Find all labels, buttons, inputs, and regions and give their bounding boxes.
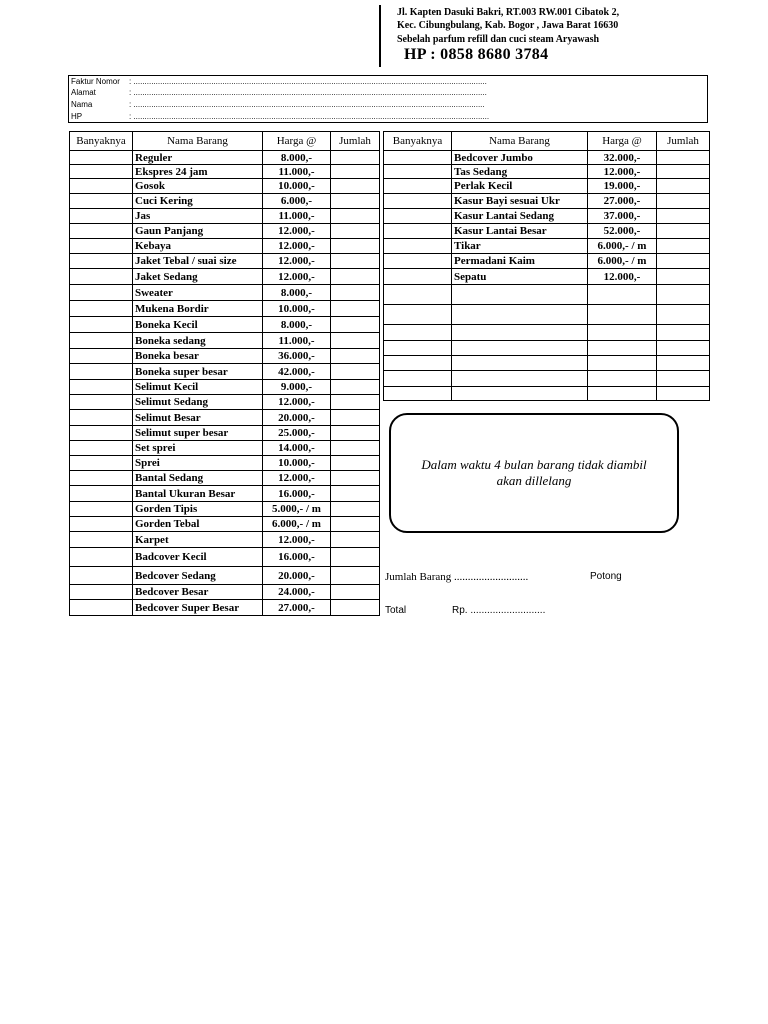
- price-table-right: [383, 131, 710, 401]
- info-row-hp: [71, 111, 489, 123]
- table-row: [384, 165, 710, 179]
- total-cell[interactable]: [331, 317, 380, 333]
- address-line-3: Sebelah parfum refill dan cuci steam Aryawash: [397, 33, 600, 45]
- quantity-cell[interactable]: [384, 165, 452, 179]
- quantity-cell[interactable]: [70, 441, 133, 456]
- total-cell[interactable]: [657, 371, 710, 387]
- item-name-cell: Kasur Bayi sesuai Ukr: [452, 194, 588, 209]
- table-row: [70, 548, 380, 567]
- item-name-cell: Bedcover Super Besar: [133, 600, 263, 616]
- quantity-cell[interactable]: [70, 502, 133, 517]
- quantity-cell[interactable]: [70, 517, 133, 532]
- total-cell[interactable]: [331, 585, 380, 600]
- item-name-cell: Perlak Kecil: [452, 179, 588, 194]
- item-name-cell: Bedcover Jumbo: [452, 151, 588, 165]
- table-row: [384, 209, 710, 224]
- table-row: [384, 341, 710, 356]
- total-cell[interactable]: [657, 224, 710, 239]
- info-field-hp[interactable]: : ................................................................................................................................................................: [129, 112, 490, 121]
- table-row: [70, 239, 380, 254]
- item-name-cell: Karpet: [133, 532, 263, 548]
- table-row: [384, 151, 710, 165]
- total-cell[interactable]: [657, 269, 710, 285]
- table-row: [70, 532, 380, 548]
- item-price-cell: 12.000,-: [263, 471, 331, 486]
- item-price-cell: 24.000,-: [263, 585, 331, 600]
- item-name-cell: [452, 371, 588, 387]
- item-name-cell: Sprei: [133, 456, 263, 471]
- item-price-cell: [588, 356, 657, 371]
- shop-address: [397, 6, 619, 46]
- item-price-cell: [588, 305, 657, 325]
- item-name-cell: Permadani Kaim: [452, 254, 588, 269]
- item-price-cell: 12.000,-: [263, 269, 331, 285]
- item-price-cell: 20.000,-: [263, 567, 331, 585]
- quantity-cell[interactable]: [70, 285, 133, 301]
- total-cell[interactable]: [331, 269, 380, 285]
- table-header-row: [384, 132, 710, 151]
- item-price-cell: 5.000,- / m: [263, 502, 331, 517]
- item-name-cell: Kasur Lantai Sedang: [452, 209, 588, 224]
- item-name-cell: Bantal Sedang: [133, 471, 263, 486]
- item-price-cell: 11.000,-: [263, 165, 331, 179]
- total-cell[interactable]: [657, 179, 710, 194]
- table-row: [384, 285, 710, 305]
- total-cell[interactable]: [331, 151, 380, 165]
- total-cell[interactable]: [657, 239, 710, 254]
- item-price-cell: 16.000,-: [263, 548, 331, 567]
- total-cell[interactable]: [657, 254, 710, 269]
- item-name-cell: Tas Sedang: [452, 165, 588, 179]
- item-price-cell: 12.000,-: [263, 395, 331, 410]
- info-field-address[interactable]: : ...............................................................................................................................................................: [129, 88, 487, 97]
- item-name-cell: Jas: [133, 209, 263, 224]
- item-price-cell: 11.000,-: [263, 209, 331, 224]
- quantity-cell[interactable]: [384, 269, 452, 285]
- quantity-cell[interactable]: [70, 426, 133, 441]
- item-price-cell: 10.000,-: [263, 456, 331, 471]
- quantity-cell[interactable]: [384, 194, 452, 209]
- item-name-cell: Gorden Tebal: [133, 517, 263, 532]
- item-price-cell: 27.000,-: [588, 194, 657, 209]
- item-price-cell: [588, 341, 657, 356]
- table-row: [384, 194, 710, 209]
- total-cell[interactable]: [331, 224, 380, 239]
- total-cell[interactable]: [331, 600, 380, 616]
- item-price-cell: 36.000,-: [263, 349, 331, 364]
- quantity-cell[interactable]: [384, 325, 452, 341]
- item-name-cell: Gorden Tipis: [133, 502, 263, 517]
- table-row: [70, 224, 380, 239]
- shop-phone: HP : 0858 8680 3784: [404, 46, 549, 63]
- item-price-cell: 27.000,-: [263, 600, 331, 616]
- table-row: [70, 600, 380, 616]
- price-table-right-body: [384, 151, 710, 401]
- item-name-cell: Boneka besar: [133, 349, 263, 364]
- item-price-cell: 6.000,- / m: [263, 517, 331, 532]
- customer-info-box: [68, 75, 708, 123]
- info-label: Faktur Nomor: [71, 77, 120, 86]
- total-cell[interactable]: [657, 194, 710, 209]
- table-row: [70, 285, 380, 301]
- total-cell[interactable]: [657, 285, 710, 305]
- quantity-cell[interactable]: [70, 224, 133, 239]
- table-row: [70, 426, 380, 441]
- column-header-quantity: Banyaknya: [384, 132, 452, 151]
- total-cell[interactable]: [331, 456, 380, 471]
- quantity-cell[interactable]: [384, 371, 452, 387]
- total-cell[interactable]: [331, 380, 380, 395]
- item-price-cell: 12.000,-: [588, 165, 657, 179]
- quantity-cell[interactable]: [384, 209, 452, 224]
- table-row: [70, 301, 380, 317]
- total-cell[interactable]: [331, 532, 380, 548]
- item-name-cell: [452, 325, 588, 341]
- price-table-left-body: [70, 151, 380, 616]
- total-cell[interactable]: [331, 426, 380, 441]
- info-label: Nama: [71, 100, 93, 109]
- item-price-cell: 11.000,-: [263, 333, 331, 349]
- total-cell[interactable]: [331, 333, 380, 349]
- quantity-cell[interactable]: [384, 387, 452, 401]
- item-name-cell: Mukena Bordir: [133, 301, 263, 317]
- item-price-cell: [588, 285, 657, 305]
- item-name-cell: Set sprei: [133, 441, 263, 456]
- total-cell[interactable]: [331, 285, 380, 301]
- item-price-cell: 12.000,-: [263, 532, 331, 548]
- quantity-cell[interactable]: [384, 151, 452, 165]
- quantity-cell[interactable]: [384, 341, 452, 356]
- quantity-cell[interactable]: [384, 305, 452, 325]
- item-name-cell: Bantal Ukuran Besar: [133, 486, 263, 502]
- item-name-cell: [452, 356, 588, 371]
- quantity-cell[interactable]: [70, 349, 133, 364]
- item-price-cell: 42.000,-: [263, 364, 331, 380]
- item-price-cell: 52.000,-: [588, 224, 657, 239]
- column-header-price: Harga @: [263, 132, 331, 151]
- total-cell[interactable]: [657, 165, 710, 179]
- quantity-cell[interactable]: [70, 333, 133, 349]
- item-name-cell: Tikar: [452, 239, 588, 254]
- column-header-item: Nama Barang: [133, 132, 263, 151]
- item-price-cell: 6.000,- / m: [588, 254, 657, 269]
- info-label: Alamat: [71, 88, 96, 97]
- item-name-cell: Kasur Lantai Besar: [452, 224, 588, 239]
- total-cell[interactable]: [331, 301, 380, 317]
- table-row: [70, 585, 380, 600]
- info-label: HP: [71, 112, 83, 121]
- table-row: [70, 254, 380, 269]
- total-cell[interactable]: [331, 471, 380, 486]
- total-cell[interactable]: [331, 567, 380, 585]
- table-row: [70, 317, 380, 333]
- item-price-cell: 32.000,-: [588, 151, 657, 165]
- quantity-cell[interactable]: [70, 364, 133, 380]
- item-name-cell: Sweater: [133, 285, 263, 301]
- table-row: [70, 517, 380, 532]
- item-name-cell: Selimut Sedang: [133, 395, 263, 410]
- item-name-cell: Boneka Kecil: [133, 317, 263, 333]
- item-price-cell: [588, 371, 657, 387]
- table-header-row: [70, 132, 380, 151]
- total-cell[interactable]: [331, 486, 380, 502]
- quantity-cell[interactable]: [70, 567, 133, 585]
- total-cell[interactable]: [331, 165, 380, 179]
- item-price-cell: 12.000,-: [263, 254, 331, 269]
- quantity-cell[interactable]: [70, 456, 133, 471]
- table-row: [70, 456, 380, 471]
- total-cell[interactable]: [657, 325, 710, 341]
- total-cell[interactable]: [331, 410, 380, 426]
- table-row: [384, 325, 710, 341]
- item-price-cell: 10.000,-: [263, 301, 331, 317]
- header-divider: [379, 5, 381, 67]
- table-row: [70, 380, 380, 395]
- total-cell[interactable]: [331, 441, 380, 456]
- item-price-cell: 8.000,-: [263, 151, 331, 165]
- column-header-quantity: Banyaknya: [70, 132, 133, 151]
- table-row: [70, 349, 380, 364]
- item-name-cell: [452, 285, 588, 305]
- quantity-cell[interactable]: [70, 151, 133, 165]
- info-field-name[interactable]: : ..............................................................................................................................................................: [129, 100, 485, 109]
- column-header-total: Jumlah: [331, 132, 380, 151]
- item-price-cell: 10.000,-: [263, 179, 331, 194]
- item-price-cell: 14.000,-: [263, 441, 331, 456]
- item-price-cell: 12.000,-: [263, 239, 331, 254]
- total-label: Total: [385, 605, 407, 616]
- quantity-cell[interactable]: [70, 395, 133, 410]
- item-price-cell: 37.000,-: [588, 209, 657, 224]
- item-price-cell: 25.000,-: [263, 426, 331, 441]
- item-price-cell: 6.000,- / m: [588, 239, 657, 254]
- item-count-field[interactable]: Jumlah Barang ...........................: [385, 571, 529, 583]
- table-row: [384, 254, 710, 269]
- quantity-cell[interactable]: [70, 532, 133, 548]
- item-name-cell: Badcover Kecil: [133, 548, 263, 567]
- quantity-cell[interactable]: [70, 600, 133, 616]
- total-cell[interactable]: [331, 548, 380, 567]
- quantity-cell[interactable]: [70, 254, 133, 269]
- item-price-cell: 16.000,-: [263, 486, 331, 502]
- quantity-cell[interactable]: [70, 239, 133, 254]
- quantity-cell[interactable]: [70, 585, 133, 600]
- quantity-cell[interactable]: [384, 356, 452, 371]
- quantity-cell[interactable]: [70, 301, 133, 317]
- table-row: [384, 269, 710, 285]
- quantity-cell[interactable]: [70, 380, 133, 395]
- table-row: [70, 269, 380, 285]
- table-row: [384, 224, 710, 239]
- item-name-cell: Selimut super besar: [133, 426, 263, 441]
- quantity-cell[interactable]: [70, 179, 133, 194]
- column-header-item: Nama Barang: [452, 132, 588, 151]
- total-cell[interactable]: [331, 209, 380, 224]
- quantity-cell[interactable]: [384, 254, 452, 269]
- item-name-cell: Boneka sedang: [133, 333, 263, 349]
- discount-label: Potong: [590, 571, 622, 582]
- item-name-cell: Bedcover Besar: [133, 585, 263, 600]
- table-row: [70, 502, 380, 517]
- total-cell[interactable]: [331, 179, 380, 194]
- total-cell[interactable]: [331, 395, 380, 410]
- item-name-cell: Gosok: [133, 179, 263, 194]
- info-row-address: [71, 87, 487, 99]
- item-price-cell: 12.000,-: [588, 269, 657, 285]
- table-row: [384, 179, 710, 194]
- table-row: [70, 395, 380, 410]
- address-line-1: Jl. Kapten Dasuki Bakri, RT.003 RW.001 Cibatok 2,: [397, 7, 620, 18]
- column-header-total: Jumlah: [657, 132, 710, 151]
- table-row: [70, 179, 380, 194]
- item-name-cell: [452, 387, 588, 401]
- total-cell[interactable]: [657, 341, 710, 356]
- total-cell[interactable]: [657, 305, 710, 325]
- column-header-price: Harga @: [588, 132, 657, 151]
- quantity-cell[interactable]: [70, 269, 133, 285]
- table-row: [384, 387, 710, 401]
- quantity-cell[interactable]: [70, 194, 133, 209]
- total-amount-field[interactable]: Rp. ...........................: [452, 605, 546, 616]
- table-row: [70, 567, 380, 585]
- total-cell[interactable]: [657, 151, 710, 165]
- total-cell[interactable]: [657, 356, 710, 371]
- table-row: [384, 239, 710, 254]
- quantity-cell[interactable]: [384, 179, 452, 194]
- total-cell[interactable]: [331, 194, 380, 209]
- total-cell[interactable]: [331, 502, 380, 517]
- table-row: [70, 410, 380, 426]
- table-row: [70, 364, 380, 380]
- item-price-cell: 12.000,-: [263, 224, 331, 239]
- item-name-cell: [452, 305, 588, 325]
- quantity-cell[interactable]: [384, 239, 452, 254]
- item-name-cell: Kebaya: [133, 239, 263, 254]
- table-row: [70, 471, 380, 486]
- info-row-name: [71, 99, 485, 111]
- auction-notice: [389, 413, 679, 533]
- item-name-cell: Bedcover Sedang: [133, 567, 263, 585]
- quantity-cell[interactable]: [70, 209, 133, 224]
- table-row: [70, 209, 380, 224]
- total-cell[interactable]: [331, 254, 380, 269]
- table-row: [384, 356, 710, 371]
- quantity-cell[interactable]: [384, 285, 452, 305]
- address-line-2: Kec. Cibungbulang, Kab. Bogor , Jawa Barat 16630: [397, 20, 619, 32]
- item-name-cell: Selimut Kecil: [133, 380, 263, 395]
- quantity-cell[interactable]: [70, 165, 133, 179]
- total-cell[interactable]: [331, 239, 380, 254]
- quantity-cell[interactable]: [70, 486, 133, 502]
- item-name-cell: Sepatu: [452, 269, 588, 285]
- table-row: [70, 441, 380, 456]
- item-name-cell: Gaun Panjang: [133, 224, 263, 239]
- total-cell[interactable]: [331, 517, 380, 532]
- item-name-cell: Ekspres 24 jam: [133, 165, 263, 179]
- auction-notice-text: Dalam waktu 4 bulan barang tidak diambil akan dillelang: [421, 457, 647, 488]
- item-name-cell: Jaket Tebal / suai size: [133, 254, 263, 269]
- item-price-cell: 20.000,-: [263, 410, 331, 426]
- item-name-cell: Selimut Besar: [133, 410, 263, 426]
- total-cell[interactable]: [657, 209, 710, 224]
- item-name-cell: [452, 341, 588, 356]
- item-name-cell: Jaket Sedang: [133, 269, 263, 285]
- quantity-cell[interactable]: [384, 224, 452, 239]
- item-price-cell: 8.000,-: [263, 285, 331, 301]
- table-row: [70, 194, 380, 209]
- item-price-cell: [588, 325, 657, 341]
- table-row: [384, 371, 710, 387]
- table-row: [384, 305, 710, 325]
- quantity-cell[interactable]: [70, 317, 133, 333]
- item-price-cell: 19.000,-: [588, 179, 657, 194]
- total-cell[interactable]: [657, 387, 710, 401]
- total-cell[interactable]: [331, 364, 380, 380]
- item-name-cell: Cuci Kering: [133, 194, 263, 209]
- item-price-cell: [588, 387, 657, 401]
- quantity-cell[interactable]: [70, 410, 133, 426]
- quantity-cell[interactable]: [70, 471, 133, 486]
- item-price-cell: 9.000,-: [263, 380, 331, 395]
- item-price-cell: 6.000,-: [263, 194, 331, 209]
- price-table-left: [69, 131, 380, 616]
- quantity-cell[interactable]: [70, 548, 133, 567]
- table-row: [70, 333, 380, 349]
- table-row: [70, 486, 380, 502]
- info-field-invoice[interactable]: : ...............................................................................................................................................................: [129, 77, 487, 86]
- item-name-cell: Reguler: [133, 151, 263, 165]
- table-row: [70, 165, 380, 179]
- item-name-cell: Boneka super besar: [133, 364, 263, 380]
- total-cell[interactable]: [331, 349, 380, 364]
- item-price-cell: 8.000,-: [263, 317, 331, 333]
- table-row: [70, 151, 380, 165]
